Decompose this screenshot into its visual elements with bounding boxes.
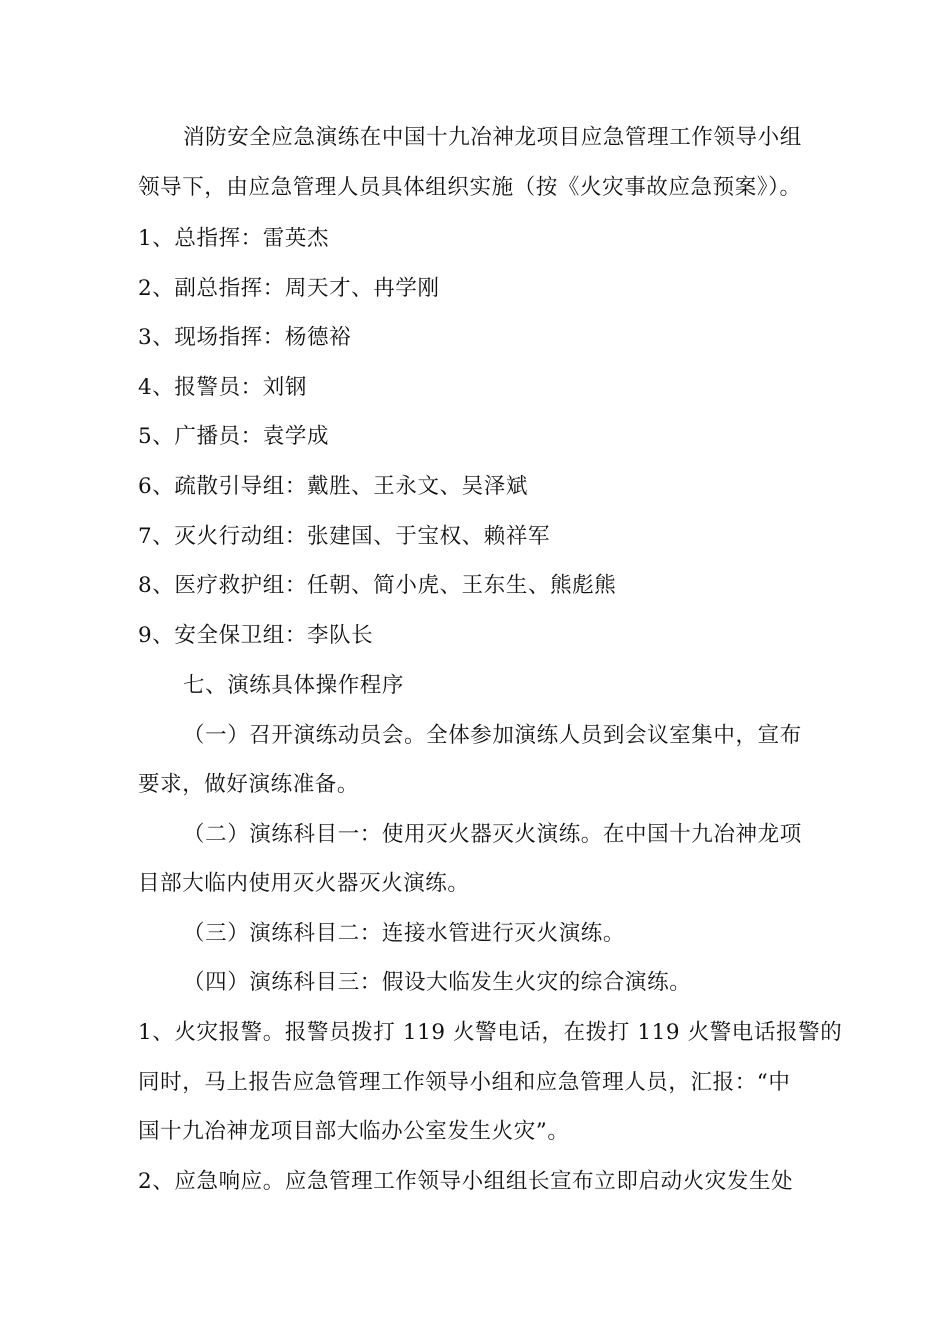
list-item: 5、广播员：袁学成: [138, 424, 330, 449]
paragraph-line: 要求，做好演练准备。: [138, 772, 360, 797]
paragraph-line: 同时，马上报告应急管理工作领导小组和应急管理人员，汇报：“中: [138, 1070, 791, 1095]
paragraph-line: （三）演练科目二：连接水管进行灭火演练。: [183, 921, 626, 946]
list-item: 6、疏散引导组：戴胜、王永文、吴泽斌: [138, 474, 528, 499]
paragraph-line: 领导下，由应急管理人员具体组织实施（按《火灾事故应急预案》）。: [138, 175, 802, 200]
list-item: 7、灭火行动组：张建国、于宝权、赖祥军: [138, 524, 551, 549]
paragraph-line: （四）演练科目三：假设大临发生火灾的综合演练。: [183, 970, 692, 995]
paragraph-line: （一）召开演练动员会。全体参加演练人员到会议室集中，宣布: [183, 723, 802, 748]
section-heading: 七、演练具体操作程序: [183, 673, 405, 698]
paragraph-line: 2、应急响应。应急管理工作领导小组组长宣布立即启动火灾发生处: [138, 1169, 794, 1194]
list-item: 4、报警员：刘钢: [138, 375, 307, 400]
paragraph-line: （二）演练科目一：使用灭火器灭火演练。在中国十九冶神龙项: [183, 822, 802, 847]
paragraph-line: 1、火灾报警。报警员拨打 119 火警电话，在拨打 119 火警电话报警的: [138, 1020, 843, 1045]
list-item: 3、现场指挥：杨德裕: [138, 325, 352, 350]
list-item: 9、安全保卫组：李队长: [138, 623, 374, 648]
paragraph-line: 消防安全应急演练在中国十九冶神龙项目应急管理工作领导小组: [183, 125, 802, 150]
paragraph-line: 国十九冶神龙项目部大临办公室发生火灾”。: [138, 1119, 570, 1144]
paragraph-line: 目部大临内使用灭火器灭火演练。: [138, 871, 470, 896]
list-item: 1、总指挥：雷英杰: [138, 226, 330, 251]
list-item: 2、副总指挥：周天才、冉学刚: [138, 276, 440, 301]
list-item: 8、医疗救护组：任朝、简小虎、王东生、熊彪熊: [138, 573, 617, 598]
